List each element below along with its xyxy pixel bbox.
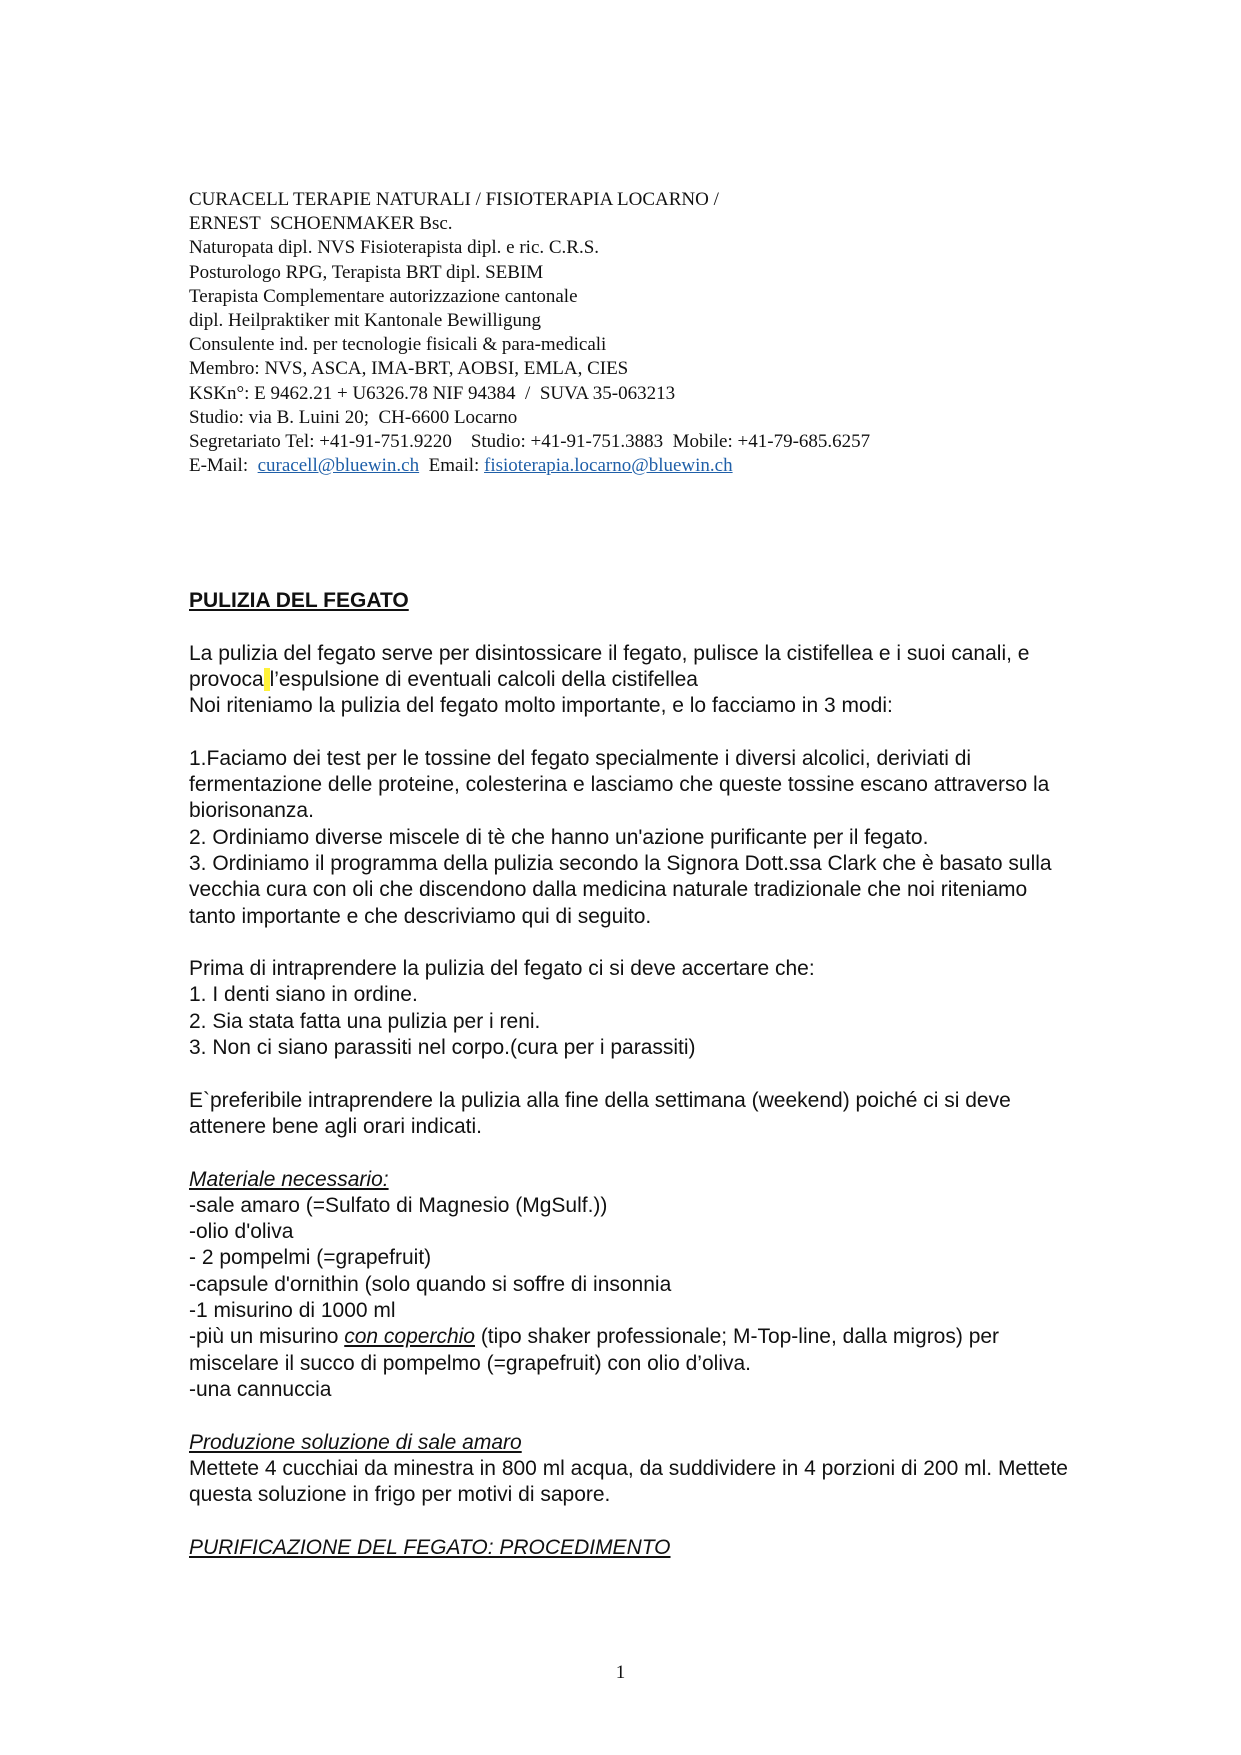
intro-text: l’espulsione di eventuali calcoli della cistifellea xyxy=(269,667,698,691)
intro-paragraph xyxy=(189,641,1069,694)
intro-paragraph: Noi riteniamo la pulizia del fegato molto importante, e lo facciamo in 3 modi: xyxy=(189,694,893,718)
letterhead-line: Posturologo RPG, Terapista BRT dipl. SEBIM xyxy=(189,261,544,283)
prerequisites-intro: Prima di intraprendere la pulizia del fegato ci si deve accertare che: xyxy=(189,957,815,981)
material-item: -1 misurino di 1000 ml xyxy=(189,1299,396,1323)
prerequisite-item: 2. Sia stata fatta una pulizia per i reni. xyxy=(189,1009,541,1033)
letterhead-line: dipl. Heilpraktiker mit Kantonale Bewilligung xyxy=(189,310,541,332)
email-label: Email: xyxy=(419,455,485,477)
material-emphasis: con coperchio xyxy=(344,1325,475,1349)
prerequisite-item: 3. Non ci siano parassiti nel corpo.(cura per i parassiti) xyxy=(189,1036,696,1060)
document-title: PULIZIA DEL FEGATO xyxy=(189,589,409,612)
weekend-note: E`preferibile intraprendere la pulizia alla fine della settimana (weekend) poiché ci si deve attenere bene agli orari indicati. xyxy=(189,1088,1011,1138)
letterhead-line: Consulente ind. per tecnologie fisicali & para-medicali xyxy=(189,334,607,356)
materials-heading: Materiale necessario: xyxy=(189,1167,389,1191)
email-link-fisioterapia[interactable]: fisioterapia.locarno@bluewin.ch xyxy=(484,455,733,477)
letterhead-line: Membro: NVS, ASCA, IMA-BRT, AOBSI, EMLA, CIES xyxy=(189,358,629,380)
letterhead-line: Terapista Complementare autorizzazione cantonale xyxy=(189,285,578,307)
prerequisite-item: 1. I denti siano in ordine. xyxy=(189,983,418,1007)
material-text: (tipo shaker professionale; M-Top-line, dalla migros) per miscelare il succo di pompelmo (=grapefruit) con olio d’oliva. xyxy=(189,1325,1000,1375)
page-number: 1 xyxy=(615,1662,626,1683)
method-item: 3. Ordiniamo il programma della pulizia secondo la Signora Dott.ssa Clark che è basato sulla vecchia cura con oli che discendono dalla medicina naturale tradizionale che noi riteniamo tanto importante e che descriviamo qui di seguito. xyxy=(189,851,1052,928)
method-item: 2. Ordiniamo diverse miscele di tè che hanno un'azione purificante per il fegato. xyxy=(189,825,929,849)
method-item: 1.Faciamo dei test per le tossine del fegato specialmente i diversi alcolici, deriviati di fermentazione delle proteine, colesterina e lasciamo che queste tossine escano attraverso la biorisonanza. xyxy=(189,746,1050,823)
letterhead xyxy=(189,188,1089,478)
letterhead-line: KSKn°: E 9462.21 + U6326.78 NIF 94384 / SUVA 35-063213 xyxy=(189,382,676,404)
material-item: -una cannuccia xyxy=(189,1377,332,1401)
letterhead-line: Studio: via B. Luini 20; CH-6600 Locarno xyxy=(189,406,518,428)
document-body xyxy=(189,588,1069,1561)
intro-text: La pulizia del fegato serve per disintossicare il fegato, pulisce la cistifellea e i suoi canali, e provoca xyxy=(189,641,1030,691)
material-text: -più un misurino xyxy=(189,1325,345,1349)
material-item xyxy=(189,1324,1069,1377)
material-item: -capsule d'ornithin (solo quando si soffre di insonnia xyxy=(189,1272,672,1296)
material-item: -sale amaro (=Sulfato di Magnesio (MgSulf.)) xyxy=(189,1193,608,1217)
email-label: E-Mail: xyxy=(189,455,258,477)
solution-text: Mettete 4 cucchiai da minestra in 800 ml acqua, da suddividere in 4 porzioni di 200 ml. Mettete questa soluzione in frigo per motivi di sapore. xyxy=(189,1456,1068,1507)
email-link-curacell[interactable]: curacell@bluewin.ch xyxy=(257,455,420,477)
material-item: -olio d'oliva xyxy=(189,1220,294,1244)
letterhead-line: CURACELL TERAPIE NATURALI / FISIOTERAPIA LOCARNO / xyxy=(189,189,719,210)
letterhead-email-line xyxy=(189,454,1089,478)
letterhead-line: Segretariato Tel: +41-91-751.9220 Studio: +41-91-751.3883 Mobile: +41-79-685.6257 xyxy=(189,431,871,453)
solution-heading: Produzione soluzione di sale amaro xyxy=(189,1430,522,1454)
letterhead-line: ERNEST SCHOENMAKER Bsc. xyxy=(189,213,453,235)
procedure-heading: PURIFICAZIONE DEL FEGATO: PROCEDIMENTO xyxy=(189,1535,671,1559)
letterhead-line: Naturopata dipl. NVS Fisioterapista dipl. e ric. C.R.S. xyxy=(189,237,600,259)
material-item: - 2 pompelmi (=grapefruit) xyxy=(189,1246,432,1270)
